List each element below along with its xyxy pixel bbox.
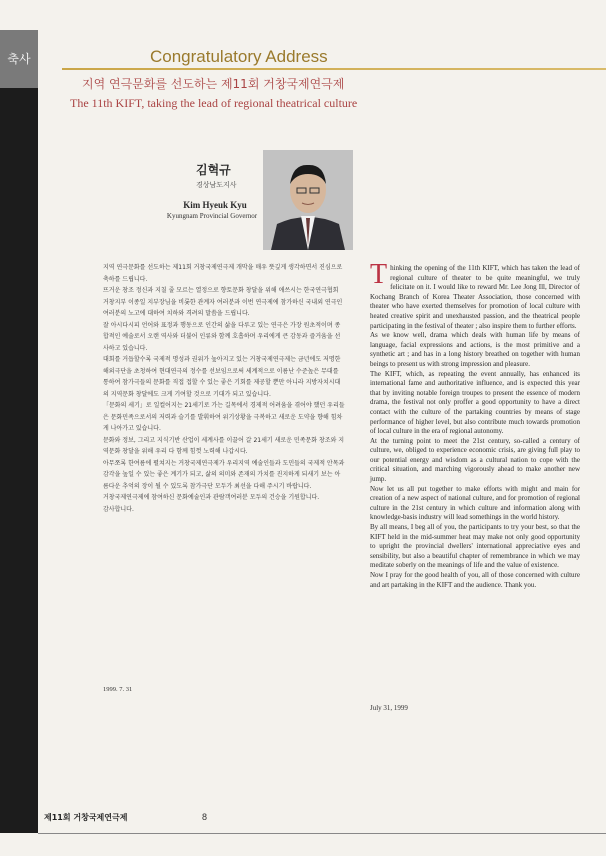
page-number: 8 [202,812,208,822]
footer-divider [38,833,606,834]
portrait-image [263,150,353,250]
english-paragraph: Now I pray for the good health of you, all of those concerned with culture and art partaking in the KIFT and the audience. Thank you. [370,571,580,589]
english-paragraph: At the turning point to meet the 21st century, so-called a century of culture, we, obliged to experience economic crisis, are giving full play to our potential energy and wisdom as a cultural nation to cope with the critical situation, and marching vigorously ahead to make another new jump. [370,436,580,484]
author-title-korean: 경상남도지사 [196,181,237,189]
korean-paragraph: 감사합니다. [103,505,134,513]
english-paragraph [370,259,580,331]
author-title-english: Kyungnam Provincial Governor [166,212,258,220]
author-name-english: Kim Hyeuk Kyu [183,200,247,210]
korean-body [103,262,346,687]
english-paragraph: As we know well, drama which deals with human life by means of language, facial expressions and actions, is the most primitive and a synthetic art ; and has in a long history breathed on together with human beings to present us with strong impression and pleasure. [370,331,580,368]
english-paragraph: By all means, I beg all of you, the participants to try your best, so that the KIFT held in the mid-summer heat may make not only good opportunity to upright the provincial dwellers' international appreciative eyes and sensibility, but also a beautiful chapter of remembrance in which we may meditate soberly on the meanings of life and the value of existence. [370,523,580,570]
korean-paragraph: 대회를 거듭할수록 국제적 명성과 권위가 높아지고 있는 거창국제연극제는 금년에도 저명한 해외극단을 초청하여 현대연극의 정수를 선보임으로써 세계적으로 이름난 수준높은 무대를 통하여 참가극들의 문화를 직접 접할 수 있는 좋은 기회를 제공할 뿐만 아니라 지방자치시대의 지역문화 창달에도 크게 기여할 것으로 기대가 되고 있습니다. [103,356,341,398]
section-tab-label: 축사 [7,52,31,66]
korean-paragraph: 거창국제연극제에 참여하신 문화예술인과 관람객여러분 모두의 건승을 기원합니다. [103,494,320,501]
korean-paragraph: 문화와 정보, 그리고 지식기반 산업이 세계사를 이끌어 갈 21세기 새로운 민족문화 창조와 지역문화 창달을 위해 우리 다 함께 힘껏 노력해 나갑시다. [103,436,345,455]
korean-paragraph: 잘 아시다시피 언어와 표정과 행동으로 인간의 삶을 다루고 있는 연극은 가장 원초적이며 종합적인 예술로서 오랜 역사와 더불어 인류와 함께 호흡하며 우리에게 큰 감동과 즐거움을 선사하고 있습니다. [103,321,341,352]
drop-cap: T [370,259,388,290]
festival-logo: 제11회 거창국제연극제 [44,813,128,822]
subtitle-english: The 11th KIFT, taking the lead of regional theatrical culture [70,96,358,110]
section-tab [0,30,38,88]
author-portrait [263,150,353,250]
korean-date: 1999. 7. 31 [103,686,133,693]
english-paragraph: Now let us all put together to make efforts with might and main for creation of a new aspect of national culture, and for promotion of regional culture in the 21st century in which culture and information along with knowledge-basis industry will lead somethings in the world history. [370,484,580,522]
korean-paragraph: 아무쪼록 한여름에 펼쳐지는 거창국제연극제가 우리지역 예술인들과 도민들의 국제적 안목과 감각을 높일 수 있는 좋은 계기가 되고, 삶의 의미와 존재의 가치를 진지하게 되새기 보는 아름다운 추억의 장이 될 수 있도록 참가극단 모두가 최선을 다해 주시기 바랍니다. [103,459,345,490]
english-body [370,259,580,694]
author-name-korean: 김혁규 [196,163,231,177]
subtitle-korean: 지역 연극문화를 선도하는 제11회 거창국제연극제 [82,77,345,91]
korean-paragraph: 지역 연극문화를 선도하는 제11회 거창국제연극제 개막을 매우 뜻깊게 생각하면서 진심으로 축하를 드립니다. [103,264,343,283]
page-title: Congratulatory Address [150,47,328,66]
title-divider [62,68,606,70]
english-paragraph: The KIFT, which, as repeating the event annually, has enhanced its international fame and authoritative influence, and is expected this year that by inviting notable foreign troupes to present the essence of modern drama, the festival not only proffer a good opportunity to have a direct contact with the culture of the partaking countries by means of stage performance of higher level, but also contribute much towards promotion of local culture in the era of regional autonomy. [370,369,580,436]
side-bar [0,88,38,833]
korean-paragraph: 「문화의 세기」로 일컬어지는 21세기로 가는 길목에서 경제적 어려움을 겪어야 했던 우리들은 문화민족으로서의 저력과 슬기를 발휘하여 위기상황을 극복하고 새로운 도약을 향해 힘차게 나아가고 있습니다. [103,402,345,432]
english-date: July 31, 1999 [370,704,408,712]
english-paragraph-text: hinking the opening of the 11th KIFT, which has taken the lead of regional culture of theater to be quite meaningful, we truly felicitate on it. I would like to reward Mr. Lee Jong Ill, Director of Kochang Branch of Korea Theater Association, those concerned with theater who have exerted themselves for promotion of local culture with heated creative spirit and unexhausted passion, and the theatrical people participating in the festival of theater ; also inspire them to further efforts. [370,264,580,330]
korean-paragraph: 뜨거운 창조 정신과 지칠 줄 모르는 열정으로 향토문화 창달을 위해 애쓰시는 한국연극협회 거창지부 이종일 지부장님을 비롯한 관계자 여러분과 이번 연극제에 참가하신 국내외 연극인 여러분의 노고에 대하여 치하와 격려의 말씀을 드립니다. [103,287,343,317]
